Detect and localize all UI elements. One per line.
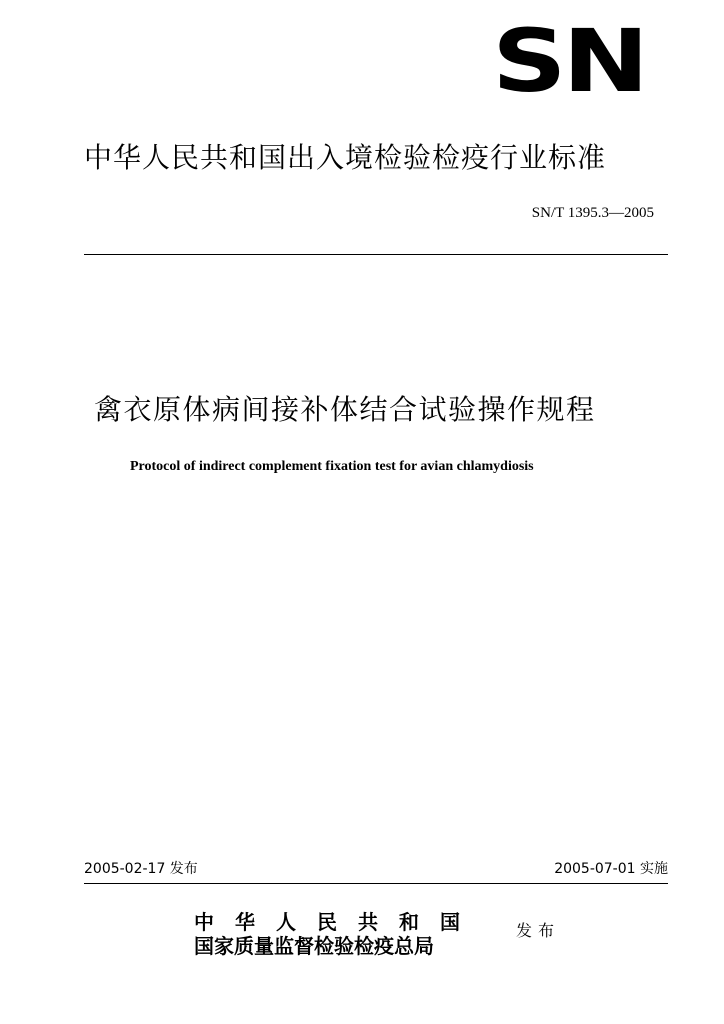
document-title-cn: 禽衣原体病间接补体结合试验操作规程 [94,393,596,426]
issuer-block [194,910,514,958]
footer-divider [84,883,668,884]
document-title-en: Protocol of indirect complement fixation test for avian chlamydiosis [130,459,534,474]
implementation-date: 2005-07-01 实施 [554,861,668,877]
standard-number: SN/T 1395.3—2005 [531,205,654,221]
issue-date: 2005-02-17 发布 [84,861,198,877]
publish-label: 发布 [516,921,561,940]
header-divider [84,254,668,255]
industry-standard-title: 中华人民共和国出入境检验检疫行业标准 [84,141,607,174]
issuer-agency: 国家质量监督检验检疫总局 [194,934,434,958]
issuer-country: 中华人民共和国 [194,910,481,934]
sn-logo: SN [492,10,645,112]
